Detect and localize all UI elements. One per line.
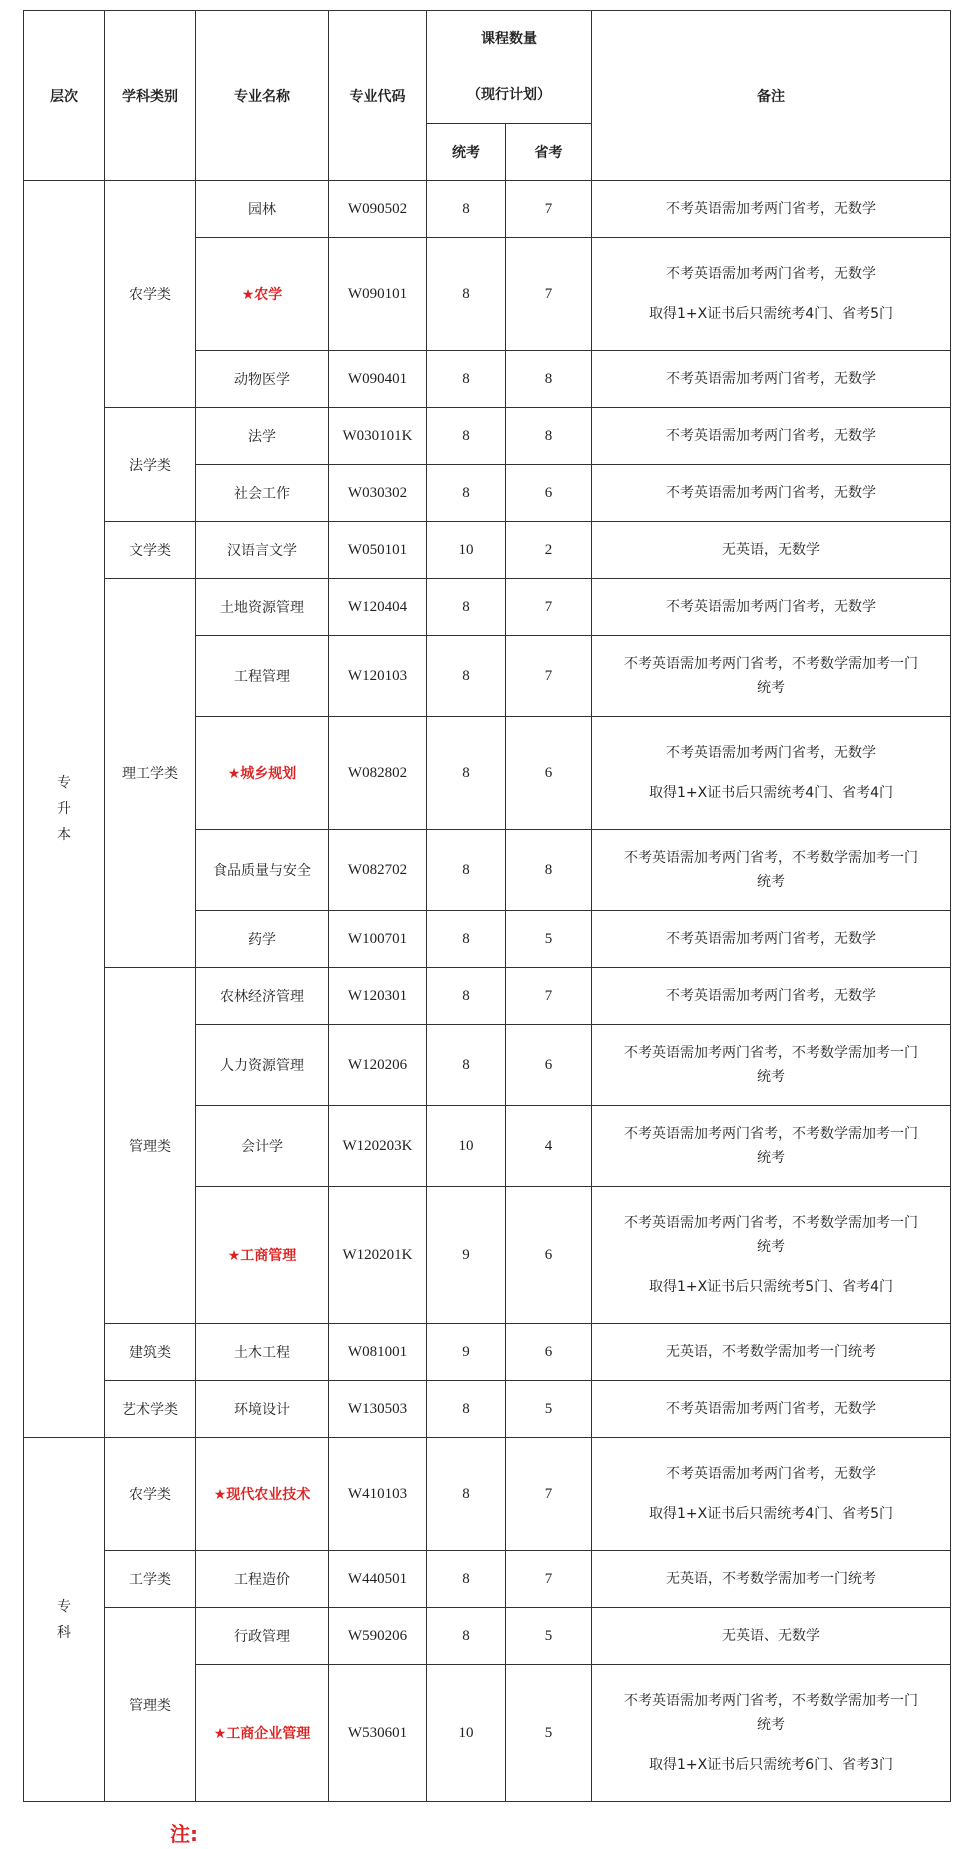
code-cell: W082702 bbox=[329, 830, 427, 911]
provincial-count-cell: 2 bbox=[506, 522, 592, 579]
unified-count-cell: 8 bbox=[427, 1025, 506, 1106]
unified-count-cell: 8 bbox=[427, 968, 506, 1025]
major-cell bbox=[196, 408, 329, 465]
unified-count-cell: 8 bbox=[427, 1608, 506, 1665]
major-name: 农林经济管理 bbox=[220, 989, 304, 1005]
major-cell bbox=[196, 1381, 329, 1438]
major-name: 工程造价 bbox=[234, 1572, 290, 1588]
notes-cell bbox=[592, 1608, 951, 1665]
notes-line: 统考 bbox=[757, 1717, 785, 1733]
header-courses bbox=[427, 11, 592, 124]
code-cell: W120201K bbox=[329, 1187, 427, 1324]
notes-cell bbox=[592, 911, 951, 968]
category-cell: 农学类 bbox=[105, 181, 196, 408]
notes-line: 统考 bbox=[757, 1239, 785, 1255]
code-cell: W030101K bbox=[329, 408, 427, 465]
notes-cell bbox=[592, 636, 951, 717]
header-level: 层次 bbox=[24, 11, 105, 181]
provincial-count-cell: 7 bbox=[506, 968, 592, 1025]
notes-line: 不考英语需加考两门省考，不考数学需加考一门 bbox=[624, 656, 918, 672]
notes-line: 无英语，无数学 bbox=[722, 542, 820, 558]
code-cell: W100701 bbox=[329, 911, 427, 968]
provincial-count-cell: 8 bbox=[506, 830, 592, 911]
notes-line: 取得1+X证书后只需统考4门、省考5门 bbox=[648, 1506, 894, 1522]
major-name: 汉语言文学 bbox=[227, 543, 297, 559]
table-body bbox=[24, 181, 951, 1802]
code-cell: W120206 bbox=[329, 1025, 427, 1106]
major-name: 现代农业技术 bbox=[226, 1487, 311, 1503]
category-cell: 艺术学类 bbox=[105, 1381, 196, 1438]
provincial-count-cell: 6 bbox=[506, 1324, 592, 1381]
notes-cell bbox=[592, 1324, 951, 1381]
major-cell bbox=[196, 465, 329, 522]
category-cell: 建筑类 bbox=[105, 1324, 196, 1381]
major-cell bbox=[196, 1665, 329, 1802]
major-cell bbox=[196, 717, 329, 830]
major-cell bbox=[196, 1608, 329, 1665]
provincial-count-cell: 7 bbox=[506, 1438, 592, 1551]
notes-cell bbox=[592, 522, 951, 579]
code-cell: W030302 bbox=[329, 465, 427, 522]
notes-line: 取得1+X证书后只需统考6门、省考3门 bbox=[648, 1757, 894, 1773]
notes-cell bbox=[592, 181, 951, 238]
unified-count-cell: 8 bbox=[427, 408, 506, 465]
unified-count-cell: 8 bbox=[427, 717, 506, 830]
code-cell: W120301 bbox=[329, 968, 427, 1025]
level-char: 升 bbox=[57, 801, 71, 817]
major-cell bbox=[196, 911, 329, 968]
unified-count-cell: 10 bbox=[427, 1665, 506, 1802]
notes-cell bbox=[592, 1665, 951, 1802]
notes-line: 不考英语需加考两门省考，无数学 bbox=[666, 428, 876, 444]
star-icon: ★ bbox=[213, 1487, 227, 1503]
notes-line: 不考英语需加考两门省考，无数学 bbox=[666, 1466, 876, 1482]
header-category: 学科类别 bbox=[105, 11, 196, 181]
notes-line: 无英语，不考数学需加考一门统考 bbox=[666, 1571, 876, 1587]
provincial-count-cell: 7 bbox=[506, 181, 592, 238]
table-row bbox=[24, 1381, 951, 1438]
header-courses-sub: （现行计划） bbox=[467, 87, 551, 103]
major-cell bbox=[196, 238, 329, 351]
level-cell bbox=[24, 1438, 105, 1802]
header-code: 专业代码 bbox=[329, 11, 427, 181]
code-cell: W120103 bbox=[329, 636, 427, 717]
unified-count-cell: 8 bbox=[427, 351, 506, 408]
category-cell: 管理类 bbox=[105, 968, 196, 1324]
major-cell bbox=[196, 1438, 329, 1551]
table-row bbox=[24, 522, 951, 579]
code-cell: W440501 bbox=[329, 1551, 427, 1608]
code-cell: W090401 bbox=[329, 351, 427, 408]
notes-cell bbox=[592, 1381, 951, 1438]
provincial-count-cell: 7 bbox=[506, 579, 592, 636]
notes-cell bbox=[592, 1438, 951, 1551]
unified-count-cell: 8 bbox=[427, 830, 506, 911]
provincial-count-cell: 7 bbox=[506, 636, 592, 717]
notes-line: 不考英语需加考两门省考，无数学 bbox=[666, 599, 876, 615]
unified-count-cell: 8 bbox=[427, 579, 506, 636]
major-cell bbox=[196, 830, 329, 911]
unified-count-cell: 8 bbox=[427, 238, 506, 351]
notes-line: 取得1+X证书后只需统考4门、省考5门 bbox=[648, 306, 894, 322]
notes-cell bbox=[592, 351, 951, 408]
unified-count-cell: 8 bbox=[427, 911, 506, 968]
unified-count-cell: 9 bbox=[427, 1187, 506, 1324]
notes-line: 统考 bbox=[757, 874, 785, 890]
notes-line: 不考英语需加考两门省考，无数学 bbox=[666, 988, 876, 1004]
code-cell: W081001 bbox=[329, 1324, 427, 1381]
major-name: 环境设计 bbox=[234, 1402, 290, 1418]
notes-line: 不考英语需加考两门省考，无数学 bbox=[666, 485, 876, 501]
major-name: 工程管理 bbox=[234, 669, 290, 685]
major-name: 土木工程 bbox=[234, 1345, 290, 1361]
notes-cell bbox=[592, 1106, 951, 1187]
major-cell bbox=[196, 636, 329, 717]
notes-spacer bbox=[598, 765, 944, 781]
major-cell bbox=[196, 1551, 329, 1608]
footnote: 注: bbox=[170, 1822, 198, 1846]
major-cell bbox=[196, 181, 329, 238]
level-cell bbox=[24, 181, 105, 1438]
major-cell bbox=[196, 522, 329, 579]
major-cell bbox=[196, 1187, 329, 1324]
provincial-count-cell: 7 bbox=[506, 238, 592, 351]
code-cell: W050101 bbox=[329, 522, 427, 579]
major-name: 动物医学 bbox=[234, 372, 290, 388]
major-name: 工商管理 bbox=[240, 1248, 297, 1264]
notes-line: 不考英语需加考两门省考，无数学 bbox=[666, 1401, 876, 1417]
header-unified: 统考 bbox=[427, 124, 506, 181]
unified-count-cell: 8 bbox=[427, 1551, 506, 1608]
notes-line: 统考 bbox=[757, 680, 785, 696]
notes-cell bbox=[592, 717, 951, 830]
major-cell bbox=[196, 1324, 329, 1381]
major-name: 药学 bbox=[248, 932, 276, 948]
major-name: 社会工作 bbox=[234, 486, 290, 502]
major-name: 土地资源管理 bbox=[220, 600, 304, 616]
table-row bbox=[24, 1438, 951, 1551]
major-name: 行政管理 bbox=[234, 1629, 290, 1645]
major-name: 会计学 bbox=[241, 1139, 283, 1155]
unified-count-cell: 8 bbox=[427, 636, 506, 717]
provincial-count-cell: 8 bbox=[506, 408, 592, 465]
level-char: 本 bbox=[57, 827, 71, 843]
star-icon: ★ bbox=[213, 1726, 227, 1742]
notes-line: 不考英语需加考两门省考，不考数学需加考一门 bbox=[624, 1693, 918, 1709]
notes-cell bbox=[592, 408, 951, 465]
star-icon: ★ bbox=[227, 766, 241, 782]
notes-cell bbox=[592, 1025, 951, 1106]
notes-spacer bbox=[598, 1737, 944, 1753]
notes-line: 统考 bbox=[757, 1150, 785, 1166]
major-cell bbox=[196, 968, 329, 1025]
provincial-count-cell: 7 bbox=[506, 1551, 592, 1608]
category-cell: 法学类 bbox=[105, 408, 196, 522]
notes-line: 取得1+X证书后只需统考4门、省考4门 bbox=[648, 785, 894, 801]
category-cell: 农学类 bbox=[105, 1438, 196, 1551]
table-row bbox=[24, 408, 951, 465]
table-row bbox=[24, 1551, 951, 1608]
provincial-count-cell: 5 bbox=[506, 1665, 592, 1802]
provincial-count-cell: 5 bbox=[506, 1381, 592, 1438]
notes-cell bbox=[592, 238, 951, 351]
unified-count-cell: 8 bbox=[427, 465, 506, 522]
code-cell: W082802 bbox=[329, 717, 427, 830]
provincial-count-cell: 5 bbox=[506, 911, 592, 968]
notes-cell bbox=[592, 579, 951, 636]
category-cell: 理工学类 bbox=[105, 579, 196, 968]
major-cell bbox=[196, 1025, 329, 1106]
notes-line: 不考英语需加考两门省考，不考数学需加考一门 bbox=[624, 1045, 918, 1061]
code-cell: W120203K bbox=[329, 1106, 427, 1187]
level-char: 专 bbox=[57, 1598, 71, 1615]
notes-cell bbox=[592, 968, 951, 1025]
provincial-count-cell: 8 bbox=[506, 351, 592, 408]
table-row bbox=[24, 1608, 951, 1665]
level-char: 专 bbox=[57, 775, 71, 791]
major-name: 工商企业管理 bbox=[226, 1726, 311, 1742]
category-cell: 工学类 bbox=[105, 1551, 196, 1608]
notes-line: 不考英语需加考两门省考，不考数学需加考一门 bbox=[624, 1215, 918, 1231]
notes-line: 不考英语需加考两门省考，无数学 bbox=[666, 371, 876, 387]
major-cell bbox=[196, 351, 329, 408]
notes-cell bbox=[592, 830, 951, 911]
notes-line: 不考英语需加考两门省考，不考数学需加考一门 bbox=[624, 1126, 918, 1142]
major-name: 食品质量与安全 bbox=[213, 863, 311, 879]
provincial-count-cell: 6 bbox=[506, 717, 592, 830]
notes-line: 无英语，不考数学需加考一门统考 bbox=[666, 1344, 876, 1360]
provincial-count-cell: 4 bbox=[506, 1106, 592, 1187]
notes-line: 统考 bbox=[757, 1069, 785, 1085]
code-cell: W530601 bbox=[329, 1665, 427, 1802]
category-cell: 管理类 bbox=[105, 1608, 196, 1802]
table-row bbox=[24, 579, 951, 636]
header-courses-title: 课程数量 bbox=[481, 31, 537, 47]
provincial-count-cell: 6 bbox=[506, 465, 592, 522]
notes-line: 无英语、无数学 bbox=[722, 1628, 820, 1644]
notes-spacer bbox=[598, 1259, 944, 1275]
notes-line: 不考英语需加考两门省考，不考数学需加考一门 bbox=[624, 850, 918, 866]
major-cell bbox=[196, 1106, 329, 1187]
table-row bbox=[24, 1324, 951, 1381]
provincial-count-cell: 6 bbox=[506, 1025, 592, 1106]
notes-line: 不考英语需加考两门省考，无数学 bbox=[666, 201, 876, 217]
major-name: 农学 bbox=[254, 287, 283, 303]
notes-line: 不考英语需加考两门省考，无数学 bbox=[666, 931, 876, 947]
major-name: 法学 bbox=[248, 429, 276, 445]
code-cell: W130503 bbox=[329, 1381, 427, 1438]
major-name: 人力资源管理 bbox=[220, 1058, 304, 1074]
notes-spacer bbox=[598, 286, 944, 302]
table-row bbox=[24, 181, 951, 238]
header-notes: 备注 bbox=[592, 11, 951, 181]
category-cell: 文学类 bbox=[105, 522, 196, 579]
major-name: 城乡规划 bbox=[240, 766, 297, 782]
code-cell: W120404 bbox=[329, 579, 427, 636]
level-char: 科 bbox=[57, 1624, 71, 1641]
notes-spacer bbox=[598, 1486, 944, 1502]
notes-cell bbox=[592, 1551, 951, 1608]
majors-table bbox=[23, 10, 951, 1802]
code-cell: W410103 bbox=[329, 1438, 427, 1551]
unified-count-cell: 9 bbox=[427, 1324, 506, 1381]
provincial-count-cell: 5 bbox=[506, 1608, 592, 1665]
major-name: 园林 bbox=[248, 202, 276, 218]
unified-count-cell: 10 bbox=[427, 1106, 506, 1187]
star-icon: ★ bbox=[227, 1248, 241, 1264]
unified-count-cell: 8 bbox=[427, 181, 506, 238]
provincial-count-cell: 6 bbox=[506, 1187, 592, 1324]
notes-cell bbox=[592, 465, 951, 522]
code-cell: W090101 bbox=[329, 238, 427, 351]
header-major: 专业名称 bbox=[196, 11, 329, 181]
notes-line: 不考英语需加考两门省考，无数学 bbox=[666, 745, 876, 761]
code-cell: W590206 bbox=[329, 1608, 427, 1665]
notes-cell bbox=[592, 1187, 951, 1324]
unified-count-cell: 8 bbox=[427, 1381, 506, 1438]
star-icon: ★ bbox=[241, 287, 255, 303]
code-cell: W090502 bbox=[329, 181, 427, 238]
notes-line: 取得1+X证书后只需统考5门、省考4门 bbox=[648, 1279, 894, 1295]
unified-count-cell: 8 bbox=[427, 1438, 506, 1551]
table-row bbox=[24, 968, 951, 1025]
header-provincial: 省考 bbox=[506, 124, 592, 181]
major-cell bbox=[196, 579, 329, 636]
unified-count-cell: 10 bbox=[427, 522, 506, 579]
notes-line: 不考英语需加考两门省考，无数学 bbox=[666, 266, 876, 282]
